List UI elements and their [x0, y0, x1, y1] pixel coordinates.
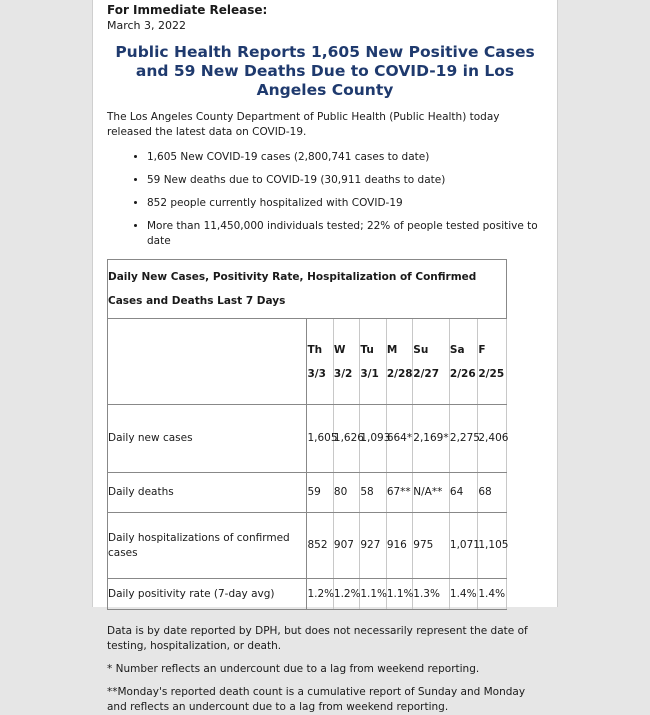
day-header [413, 319, 450, 405]
day-header [386, 319, 412, 405]
cell-value: 2,169* [413, 405, 450, 473]
footnote: Data is by date reported by DPH, but does not necessarily represent the date of testing, hospitalization, or death. [107, 625, 528, 652]
row-label: Daily positivity rate (7-day avg) [108, 579, 307, 610]
day-name: Th [307, 343, 323, 356]
day-header [333, 319, 359, 405]
cell-value: 975 [413, 513, 450, 579]
table-row [108, 579, 507, 610]
press-release-page [92, 0, 558, 713]
seven-day-table [107, 259, 507, 610]
summary-list [107, 150, 543, 249]
list-item: • 59 New deaths due to COVID-19 (30,911 deaths to date) [147, 173, 543, 188]
footnote: **Monday's reported death count is a cumulative report of Sunday and Monday and reflects an undercount due to a lag from weekend reporting. [107, 686, 526, 713]
intro-paragraph: The Los Angeles County Department of Public Health (Public Health) today released the latest data on COVID-19. [107, 111, 500, 138]
cell-value: 1.2% [307, 579, 333, 610]
cell-value: 1,605 [307, 405, 333, 473]
day-header [478, 319, 507, 405]
cell-value: 67** [386, 473, 412, 513]
row-label: Daily deaths [108, 473, 307, 513]
cell-value: 1.4% [478, 579, 507, 610]
list-item: • More than 11,450,000 individuals tested; 22% of people tested positive to date [147, 219, 543, 249]
cell-value: 927 [360, 513, 386, 579]
cell-value: 1.3% [413, 579, 450, 610]
day-name: Su [413, 343, 429, 356]
day-name: W [333, 343, 346, 356]
cell-value: 664* [386, 405, 412, 473]
cell-value: 1.4% [449, 579, 477, 610]
row-label: Daily new cases [108, 405, 307, 473]
day-date: 2/26 [449, 367, 476, 380]
day-header [449, 319, 477, 405]
cell-value: 1,626 [333, 405, 359, 473]
cell-value: 80 [333, 473, 359, 513]
list-item: • 852 people currently hospitalized with COVID-19 [147, 196, 543, 211]
table-row [108, 405, 507, 473]
cell-value: 68 [478, 473, 507, 513]
cell-value: 1,105 [478, 513, 507, 579]
day-name: Sa [449, 343, 465, 356]
day-header [307, 319, 333, 405]
day-date: 2/28 [386, 367, 413, 380]
release-date: March 3, 2022 [107, 19, 187, 32]
cell-value: 1.1% [360, 579, 386, 610]
day-date: 3/3 [307, 367, 326, 380]
cell-value: 1.2% [333, 579, 359, 610]
cell-value: 852 [307, 513, 333, 579]
day-date: 2/25 [478, 367, 505, 380]
footnote: * Number reflects an undercount due to a lag from weekend reporting. [107, 663, 480, 675]
cell-value: 2,275 [449, 405, 477, 473]
footnotes [107, 624, 543, 715]
cell-value: 1.1% [386, 579, 412, 610]
row-label: Daily hospitalizations of confirmed cases [108, 513, 307, 579]
header-blank-cell [108, 319, 307, 405]
table-row [108, 513, 507, 579]
cell-value: 64 [449, 473, 477, 513]
day-date: 3/1 [360, 367, 379, 380]
table-row [108, 473, 507, 513]
cell-value: 1,071 [449, 513, 477, 579]
release-label: For Immediate Release: [107, 3, 268, 17]
page-title: Public Health Reports 1,605 New Positive Cases and 59 New Deaths Due to COVID-19 in Los Angeles County [115, 43, 535, 99]
cell-value: 59 [307, 473, 333, 513]
day-date: 3/2 [333, 367, 353, 380]
day-name: M [386, 343, 398, 356]
day-date: 2/27 [413, 367, 440, 380]
cell-value: N/A** [413, 473, 450, 513]
list-item: • 1,605 New COVID-19 cases (2,800,741 cases to date) [147, 150, 543, 165]
cell-value: 916 [386, 513, 412, 579]
table-caption: Daily New Cases, Positivity Rate, Hospitalization of Confirmed Cases and Deaths Last 7 Days [108, 260, 507, 319]
day-name: Tu [360, 343, 374, 356]
cell-value: 2,406 [478, 405, 507, 473]
cell-value: 1,093 [360, 405, 386, 473]
day-header [360, 319, 386, 405]
day-name: F [478, 343, 486, 356]
cell-value: 58 [360, 473, 386, 513]
table-header-row [108, 319, 507, 405]
cell-value: 907 [333, 513, 359, 579]
